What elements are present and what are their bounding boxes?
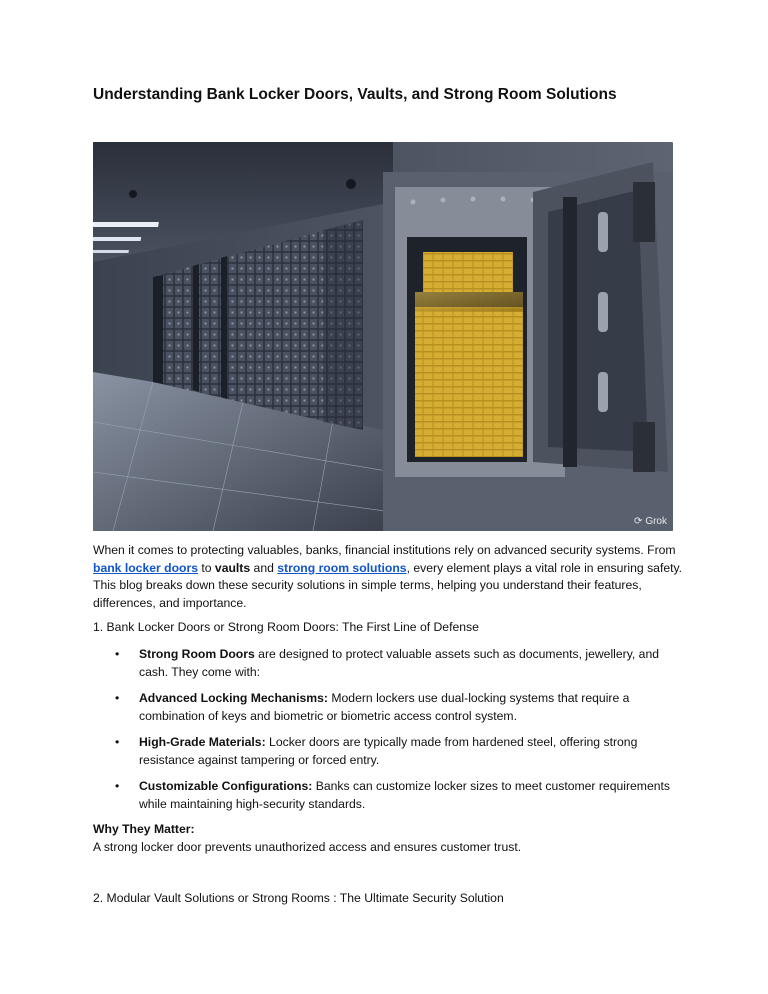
list-item [93,646,683,681]
intro-text-3: and [250,560,278,575]
list-item-bold: High-Grade Materials: [139,735,266,749]
list-item [93,778,683,813]
page-title: Understanding Bank Locker Doors, Vaults, and Strong Room Solutions [93,86,617,103]
list-item [93,734,683,769]
intro-text-1: When it comes to protecting valuables, banks, financial institutions rely on advanced security systems. From [93,543,676,557]
list-item-text: Modern lockers use dual-locking systems that require a combination of keys and biometric or biometric access control system. [139,691,630,723]
vault-image [93,142,673,531]
bank-locker-doors-link[interactable]: bank locker doors [93,560,198,575]
vault-illustration [93,142,673,531]
watermark-label: Grok [645,516,667,527]
intro-paragraph [93,542,683,612]
bullet-icon: • [115,647,120,661]
intro-text-4: , every element plays a vital role in ensuring safety. This blog breaks down these security solutions in simple terms, helping you understand their features, differences, and importance. [93,560,683,610]
intro-text-2: to [197,560,215,575]
why-they-matter [93,821,683,856]
why-text: A strong locker door prevents unauthorized access and ensures customer trust. [93,839,522,854]
list-item-text: Banks can customize locker sizes to meet customer requirements while maintaining high-security standards. [139,779,670,811]
list-item-text: are designed to protect valuable assets such as documents, jewellery, and cash. They come with: [139,647,660,679]
list-item-text: Locker doors are typically made from hardened steel, offering strong resistance against tampering or forced entry. [139,735,638,767]
bullet-icon: • [115,735,120,749]
section-1-heading: 1. Bank Locker Doors or Strong Room Doors: The First Line of Defense [93,620,479,634]
bullet-icon: • [115,779,120,793]
list-item-bold: Advanced Locking Mechanisms: [139,691,328,705]
list-item-bold: Customizable Configurations: [139,779,313,793]
features-list [93,646,683,822]
why-heading: Why They Matter: [93,822,195,836]
watermark [634,516,667,527]
section-2-heading: 2. Modular Vault Solutions or Strong Rooms : The Ultimate Security Solution [93,891,504,905]
intro-bold-vaults: vaults [214,560,251,575]
bullet-icon: • [115,691,120,705]
strong-room-solutions-link[interactable]: strong room solutions [277,560,407,575]
grok-logo-icon: ⟳ [633,516,643,527]
list-item [93,690,683,725]
list-item-bold: Strong Room Doors [139,647,255,661]
